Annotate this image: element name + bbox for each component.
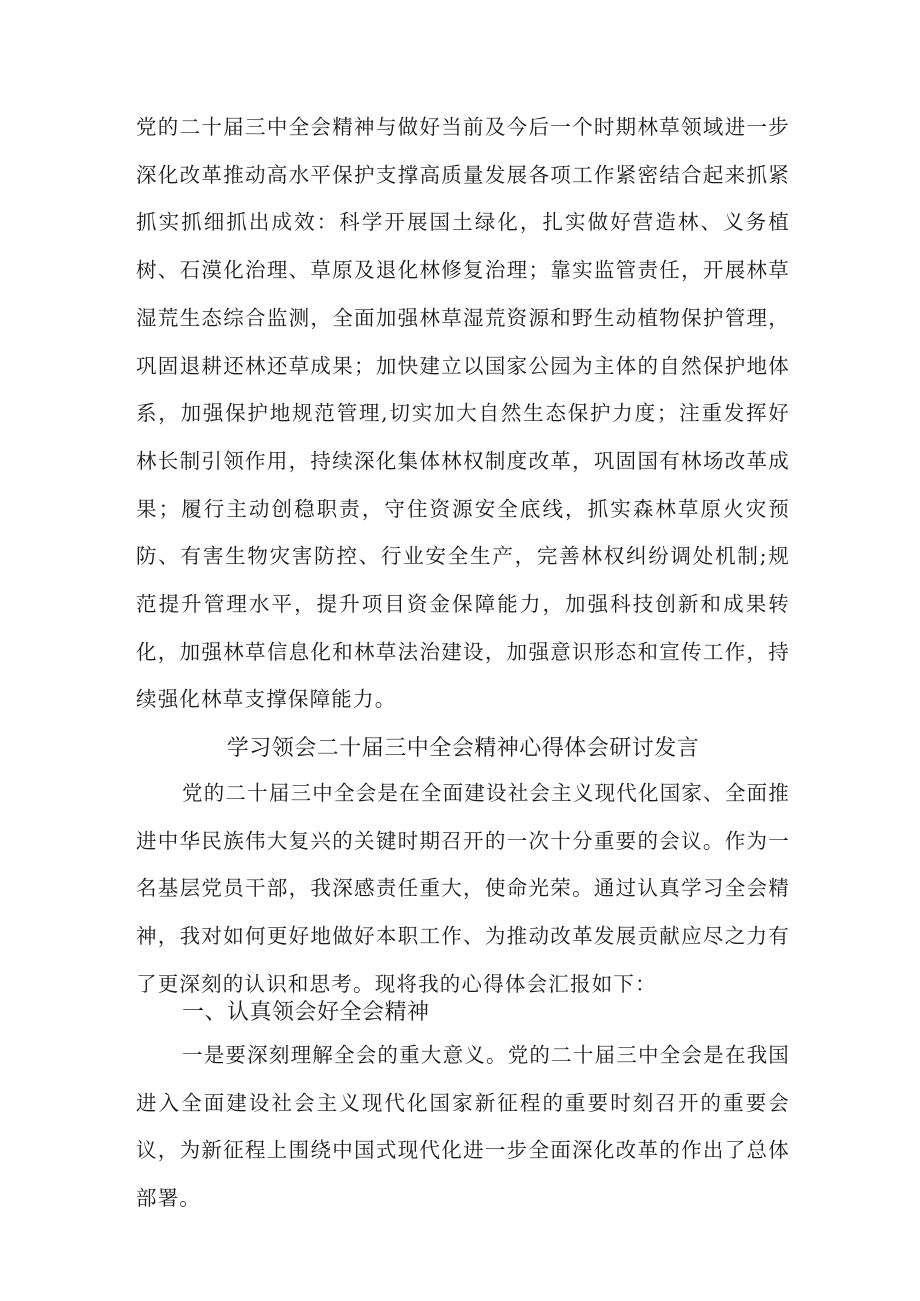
section-title: 学习领会二十届三中全会精神心得体会研讨发言 (226, 736, 700, 761)
paragraph-point-one: 一是要深刻理解全会的重大意义。党的二十届三中全会是在我国进入全面建设社会主义现代化国家新征程的重要时刻召开的重要会议，为新征程上围绕中国式现代化进一步全面深化改革的作出了总体部署。 (136, 1043, 790, 1211)
paragraph-forestry-reform: 党的二十届三中全会精神与做好当前及今后一个时期林草领域进一步深化改革推动高水平保护支撑高质量发展各项工作紧密结合起来抓紧抓实抓细抓出成效：科学开展国土绿化，扎实做好营造林、义务植树、石漠化治理、草原及退化林修复治理；靠实监管责任，开展林草湿荒生态综合监测，全面加强林草湿荒资源和野生动植物保护管理，巩固退耕还林还草成果；加快建立以国家公园为主体的自然保护地体系，加强保护地规范管理,切实加大自然生态保护力度；注重发挥好林长制引领作用，持续深化集体林权制度改革，巩固国有林场改革成果；履行主动创稳职责，守住资源安全底线，抓实森林草原火灾预防、有害生物灾害防控、行业安全生产，完善林权纠纷调处机制;规范提升管理水平，提升项目资金保障能力，加强科技创新和成果转化，加强林草信息化和林草法治建设，加强意识形态和宣传工作，持续强化林草支撑保障能力。 (136, 115, 790, 712)
paragraph-intro: 党的二十届三中全会是在全面建设社会主义现代化国家、全面推进中华民族伟大复兴的关键时期召开的一次十分重要的会议。作为一名基层党员干部，我深感责任重大，使命光荣。通过认真学习全会精神，我对如何更好地做好本职工作、为推动改革发展贡献应尽之力有了更深刻的认识和思考。现将我的心得体会汇报如下： (136, 781, 790, 996)
subsection-heading: 一、认真领会好全会精神 (182, 1000, 430, 1025)
